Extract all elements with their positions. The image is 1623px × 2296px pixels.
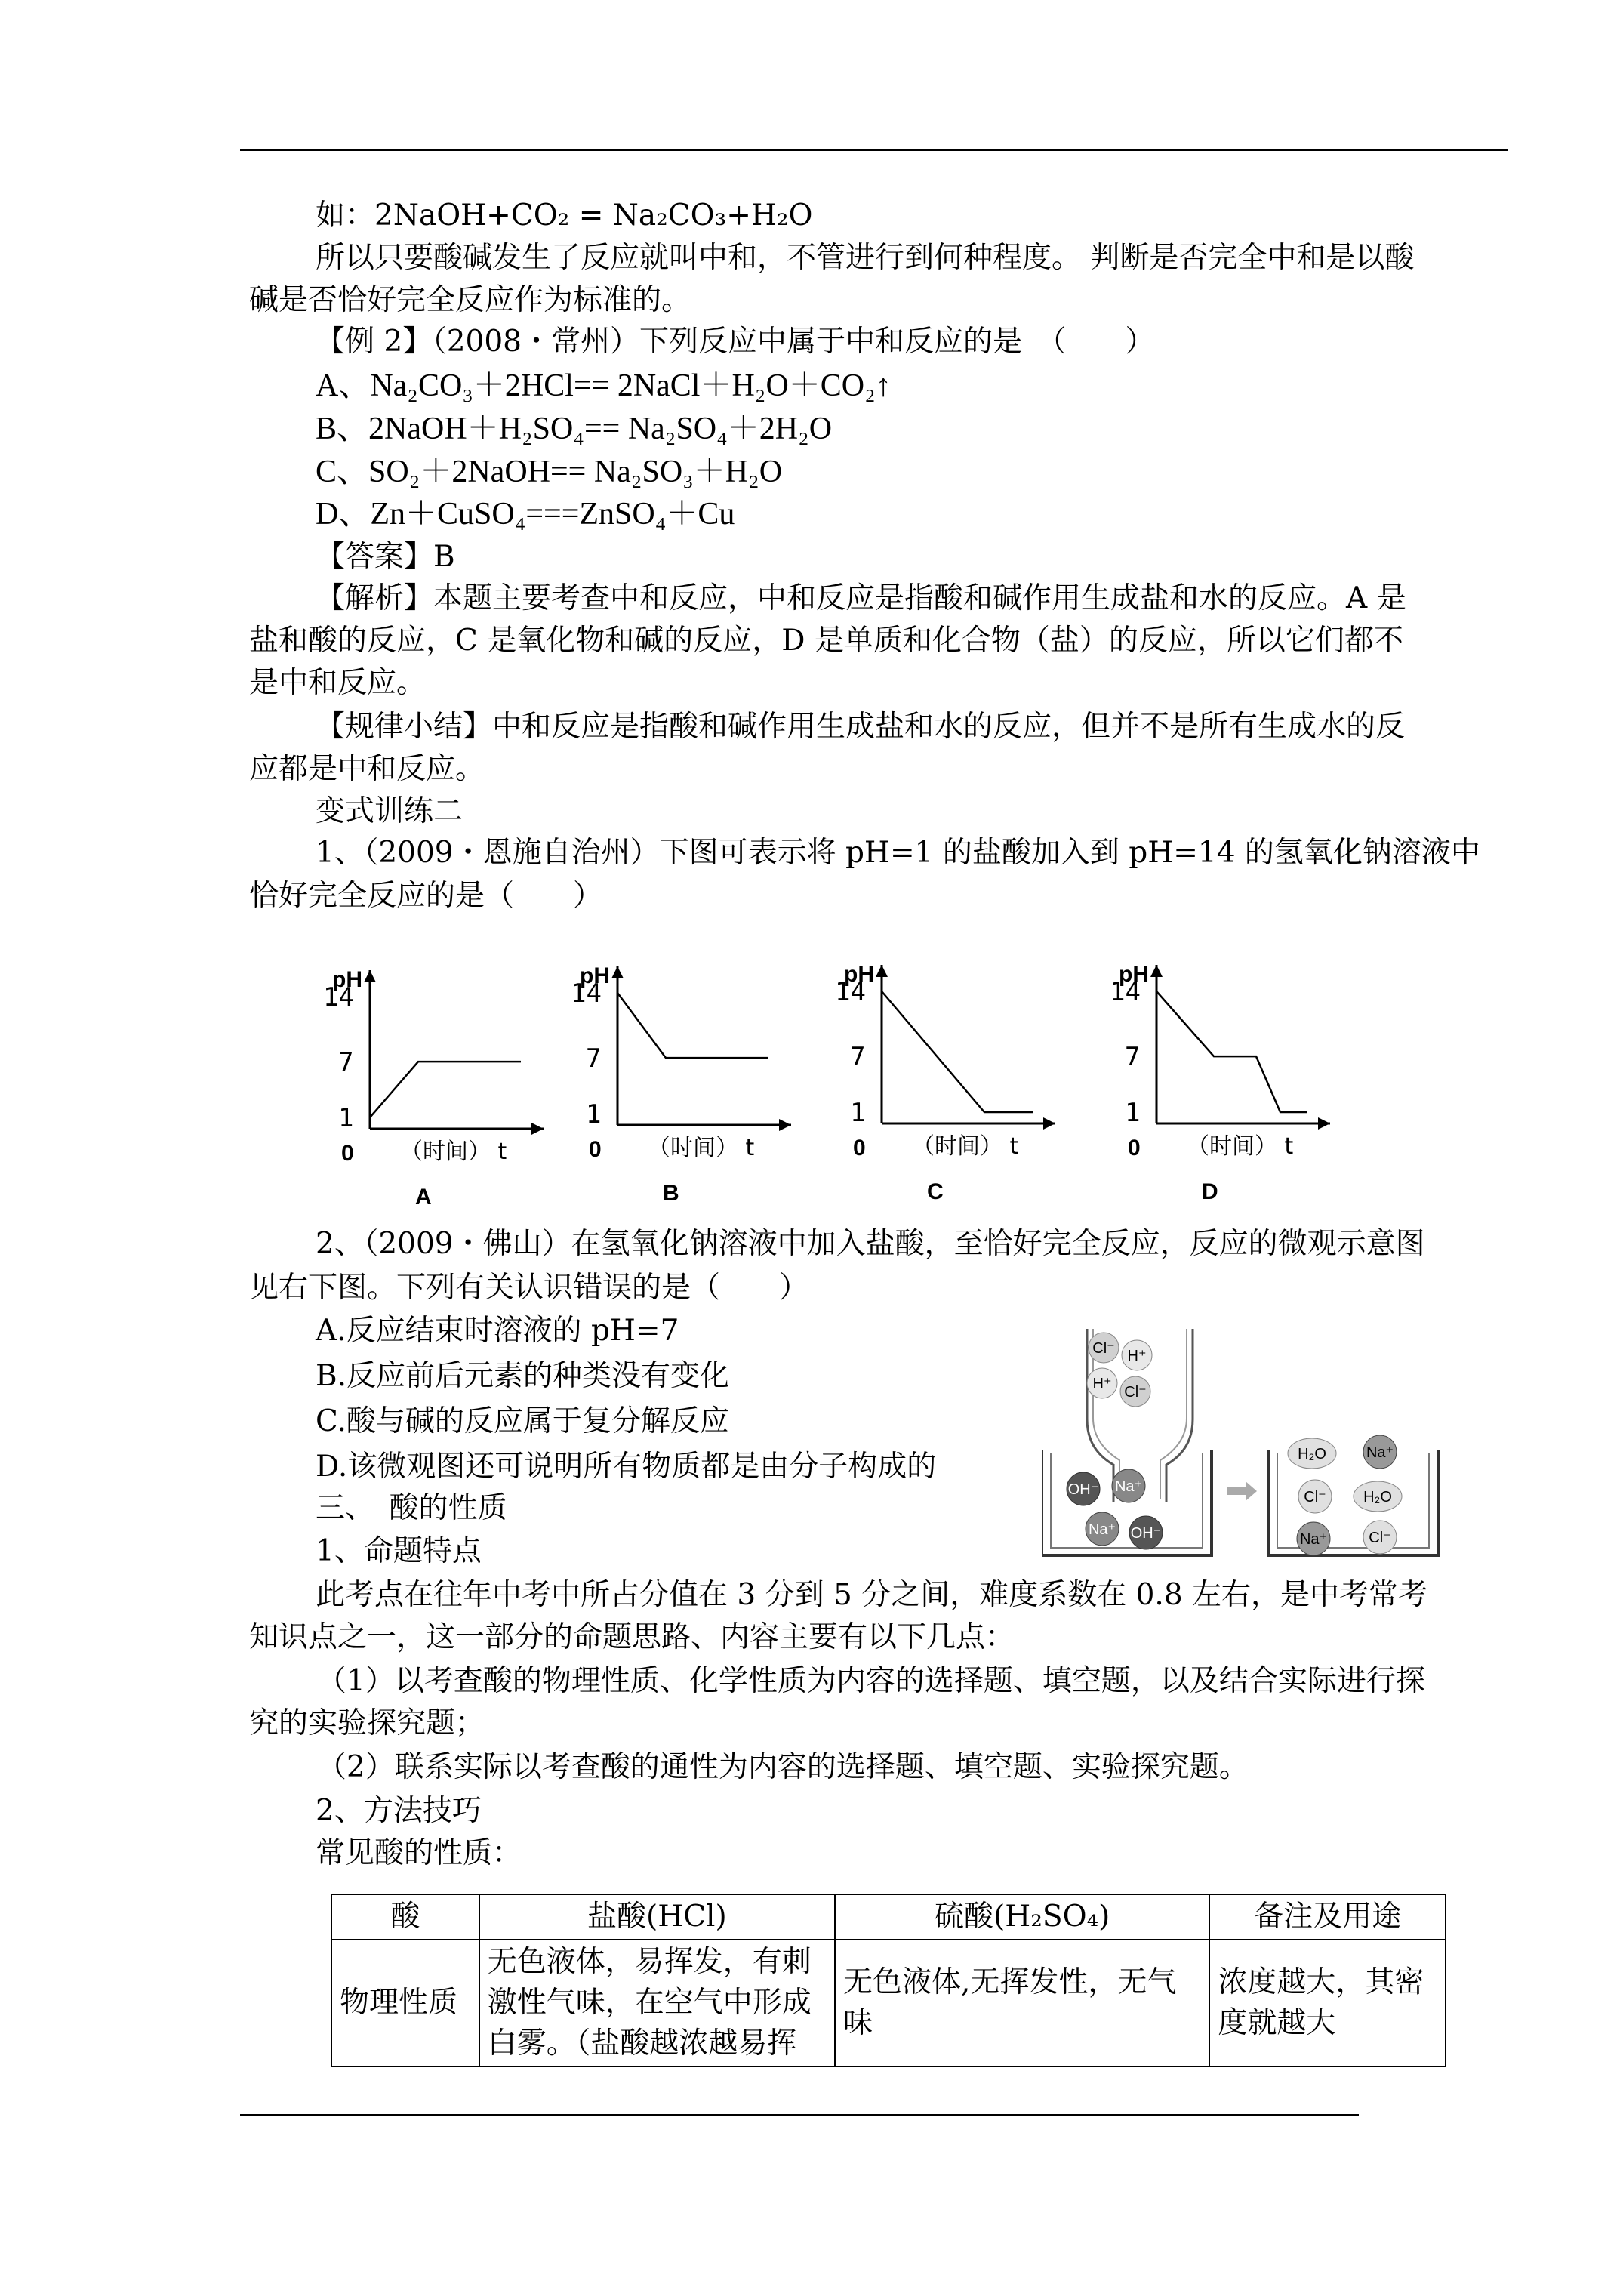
cell-note: 浓度越大，其密度就越大 xyxy=(1209,1940,1446,2066)
origin-label: 0 xyxy=(853,1136,866,1160)
svg-text:Cl⁻: Cl⁻ xyxy=(1124,1384,1147,1401)
y-axis-label: pH xyxy=(332,967,362,992)
text-line: 是中和反应。 xyxy=(249,666,427,700)
y-axis-arrow xyxy=(611,966,624,978)
y-tick-label: 14 xyxy=(571,978,602,1009)
text-line: 见右下图。下列有关认识错误的是（ ） xyxy=(249,1271,809,1305)
svg-text:Na⁺: Na⁺ xyxy=(1088,1521,1116,1538)
text-line: 如：2NaOH+CO₂ = Na₂CO₃+H₂O xyxy=(316,199,813,233)
question-2: 2、（2009・佛山）在氢氧化钠溶液中加入盐酸，至恰好完全反应，反应的微观示意图 xyxy=(316,1227,1425,1261)
y-tick-label: 1 xyxy=(586,1099,602,1130)
footer-rule xyxy=(240,2114,1359,2116)
svg-text:Cl⁻: Cl⁻ xyxy=(1092,1340,1115,1357)
origin-label: 0 xyxy=(589,1137,602,1162)
before-ion xyxy=(1112,1469,1145,1502)
text-line: 此考点在往年中考中所占分值在 3 分到 5 分之间，难度系数在 0.8 左右，是中考常考 xyxy=(316,1578,1428,1612)
svg-text:H⁺: H⁺ xyxy=(1127,1348,1147,1364)
text-line: （2）联系实际以考查酸的通性为内容的选择题、填空题、实验探究题。 xyxy=(317,1750,1249,1784)
chart-svg xyxy=(565,951,814,1206)
chart-label: D xyxy=(1202,1179,1218,1204)
y-axis-label: pH xyxy=(1119,962,1149,987)
y-tick-label: 7 xyxy=(850,1042,866,1073)
question-1: 1、（2009・恩施自治州）下图可表示将 pH=1 的盐酸加入到 pH=14 的氢氧化钠溶液中 xyxy=(316,836,1480,870)
hcl-text: 无色液体，易挥发，有刺激性气味，在空气中形成白雾。（盐酸越浓越易挥 xyxy=(487,1945,812,2060)
y-tick-label: 7 xyxy=(586,1043,602,1074)
before-ion xyxy=(1086,1512,1119,1546)
svg-text:OH⁻: OH⁻ xyxy=(1067,1481,1099,1498)
svg-text:H⁺: H⁺ xyxy=(1092,1376,1112,1392)
before-ion xyxy=(1067,1472,1100,1505)
option-d: D、Zn＋CuSO₄===ZnSO₄＋Cu xyxy=(316,497,735,532)
y-axis-arrow xyxy=(1150,965,1163,977)
x-axis-arrow xyxy=(1318,1117,1330,1130)
y-tick-label: 7 xyxy=(338,1047,354,1078)
text-line: 究的实验探究题； xyxy=(249,1706,485,1740)
x-axis-label: （时间） t xyxy=(912,1133,1019,1160)
x-axis-label: （时间） t xyxy=(648,1135,755,1161)
micro-reaction-diagram xyxy=(1042,1314,1495,1563)
cell-hcl xyxy=(479,1940,835,2066)
x-axis-arrow xyxy=(1043,1117,1055,1130)
x-axis-arrow xyxy=(531,1123,544,1135)
header-acid: 酸 xyxy=(331,1894,479,1940)
x-axis-label: （时间） t xyxy=(400,1139,507,1165)
header-hcl: 盐酸(HCl) xyxy=(479,1894,835,1940)
y-tick-label: 14 xyxy=(323,982,354,1012)
text-line: 应都是中和反应。 xyxy=(249,752,485,786)
y-axis-label: pH xyxy=(580,963,610,988)
summary: 【规律小结】中和反应是指酸和碱作用生成盐和水的反应，但并不是所有生成水的反 xyxy=(316,710,1406,744)
subheading: 1、命题特点 xyxy=(316,1534,482,1568)
drop-ion xyxy=(1120,1376,1150,1407)
origin-label: 0 xyxy=(341,1141,354,1166)
drop-ion xyxy=(1087,1368,1117,1398)
acid-properties-table xyxy=(331,1894,1446,2067)
chart-svg xyxy=(829,950,1078,1204)
after-ion xyxy=(1363,1521,1397,1554)
chart-svg xyxy=(1104,950,1353,1204)
y-axis-arrow xyxy=(364,970,376,982)
text-line: 碱是否恰好完全反应作为标准的。 xyxy=(249,283,691,317)
chart-d xyxy=(1104,950,1353,1202)
table-header-row xyxy=(331,1894,1446,1940)
svg-text:Na⁺: Na⁺ xyxy=(1366,1444,1394,1461)
svg-text:Cl⁻: Cl⁻ xyxy=(1304,1489,1326,1505)
drop-ion xyxy=(1122,1340,1152,1370)
section-heading: 三、 酸的性质 xyxy=(316,1491,507,1525)
ph-series-line xyxy=(617,993,768,1058)
y-axis-label: pH xyxy=(844,962,874,987)
option-a: A、Na₂CO₃＋2HCl== 2NaCl＋H₂O＋CO₂↑ xyxy=(316,368,892,403)
text-line: 盐和酸的反应，C 是氧化物和碱的反应，D 是单质和化合物（盐）的反应，所以它们都不 xyxy=(249,624,1403,658)
svg-text:H₂O: H₂O xyxy=(1363,1489,1392,1505)
svg-text:H₂O: H₂O xyxy=(1298,1446,1326,1462)
subheading: 2、方法技巧 xyxy=(316,1794,482,1828)
text-line: 常见酸的性质： xyxy=(316,1836,522,1870)
y-tick-label: 14 xyxy=(1110,977,1141,1007)
choice-c: C.酸与碱的反应属于复分解反应 xyxy=(316,1404,729,1438)
option-b: B、2NaOH＋H₂SO₄== Na₂SO₄＋2H₂O xyxy=(316,411,833,446)
header-notes: 备注及用途 xyxy=(1209,1894,1446,1940)
ph-series-line xyxy=(370,1062,521,1117)
cell-h2so4: 无色液体,无挥发性，无气味 xyxy=(835,1940,1209,2066)
header-rule xyxy=(240,149,1508,151)
after-ion xyxy=(1298,1480,1332,1513)
origin-label: 0 xyxy=(1128,1136,1141,1160)
x-axis-label: （时间） t xyxy=(1187,1133,1294,1160)
svg-text:Cl⁻: Cl⁻ xyxy=(1369,1530,1391,1546)
chart-label: B xyxy=(663,1181,679,1206)
section-title: 变式训练二 xyxy=(316,794,463,828)
before-ion xyxy=(1129,1516,1163,1549)
header-h2so4: 硫酸(H₂SO₄) xyxy=(835,1894,1209,1940)
choice-d: D.该微观图还可说明所有物质都是由分子构成的 xyxy=(316,1450,937,1484)
chart-c xyxy=(829,950,1078,1202)
text-line: 恰好完全反应的是（ ） xyxy=(249,879,603,913)
analysis: 【解析】本题主要考查中和反应，中和反应是指酸和碱作用生成盐和水的反应。A 是 xyxy=(316,581,1406,615)
chart-b xyxy=(565,951,814,1206)
after-ion xyxy=(1297,1522,1330,1555)
text-line: 所以只要酸碱发生了反应就叫中和，不管进行到何种程度。 判断是否完全中和是以酸 xyxy=(316,241,1415,275)
answer: 【答案】B xyxy=(316,540,455,574)
text-line: （1）以考查酸的物理性质、化学性质为内容的选择题、填空题，以及结合实际进行探 xyxy=(317,1664,1425,1698)
chart-label: A xyxy=(415,1185,432,1210)
y-tick-label: 14 xyxy=(835,977,866,1007)
after-ion xyxy=(1288,1438,1336,1469)
ph-series-line xyxy=(882,991,1033,1112)
row-label: 物理性质 xyxy=(331,1940,479,2066)
chart-label: C xyxy=(927,1179,944,1204)
choice-a: A.反应结束时溶液的 pH=7 xyxy=(316,1314,679,1348)
chart-a xyxy=(317,955,566,1210)
y-tick-label: 7 xyxy=(1125,1042,1141,1073)
x-axis-arrow xyxy=(779,1119,791,1131)
ph-series-line xyxy=(1156,991,1307,1112)
y-tick-label: 1 xyxy=(1125,1098,1141,1128)
y-tick-label: 1 xyxy=(850,1098,866,1128)
y-tick-label: 1 xyxy=(338,1103,354,1133)
choice-b: B.反应前后元素的种类没有变化 xyxy=(316,1359,730,1393)
table-row xyxy=(331,1940,1446,2066)
svg-text:Na⁺: Na⁺ xyxy=(1114,1478,1143,1495)
chart-svg xyxy=(317,955,566,1210)
svg-text:OH⁻: OH⁻ xyxy=(1130,1525,1162,1542)
y-axis-arrow xyxy=(876,965,888,977)
after-ion xyxy=(1354,1481,1402,1512)
drop-ion xyxy=(1089,1333,1119,1363)
text-line: 知识点之一，这一部分的命题思路、内容主要有以下几点： xyxy=(249,1620,1015,1654)
svg-text:Na⁺: Na⁺ xyxy=(1299,1531,1328,1548)
example-2-title: 【例 2】（2008・常州）下列反应中属于中和反应的是 （ ） xyxy=(316,325,1155,359)
after-ion xyxy=(1363,1435,1397,1469)
option-c: C、SO₂＋2NaOH== Na₂SO₃＋H₂O xyxy=(316,455,783,489)
